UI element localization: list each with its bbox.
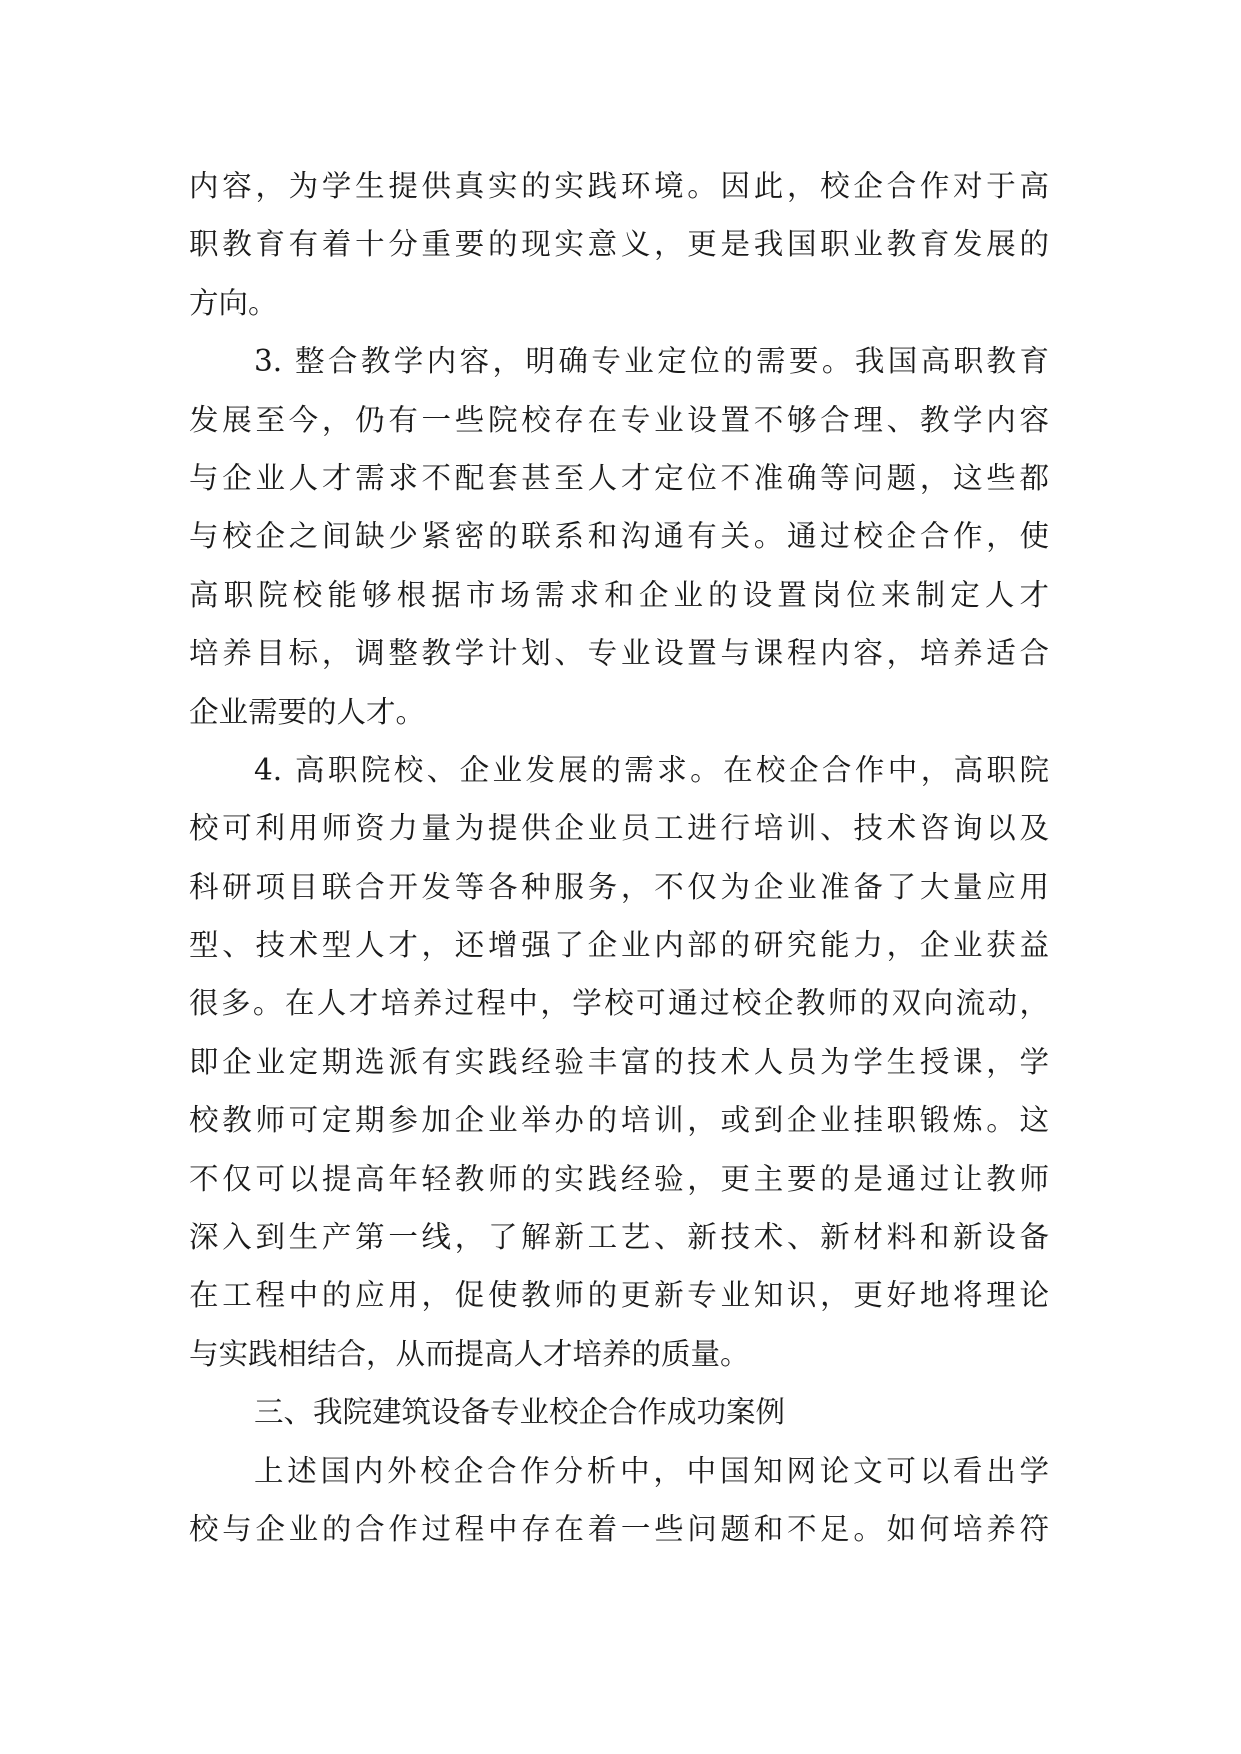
text-line: 校教师可定期参加企业举办的培训，或到企业挂职锻炼。这 bbox=[189, 1103, 1049, 1138]
text-line: 校与企业的合作过程中存在着一些问题和不足。如何培养符 bbox=[189, 1511, 1049, 1546]
body-text bbox=[189, 157, 1049, 1558]
text-line: 4. 高职院校、企业发展的需求。在校企合作中，高职院 bbox=[254, 752, 1049, 787]
text-line: 高职院校能够根据市场需求和企业的设置岗位来制定人才 bbox=[189, 577, 1049, 612]
text-line: 与企业人才需求不配套甚至人才定位不准确等问题，这些都 bbox=[189, 460, 1049, 495]
text-line: 即企业定期选派有实践经验丰富的技术人员为学生授课，学 bbox=[189, 1044, 1049, 1079]
text-line: 内容，为学生提供真实的实践环境。因此，校企合作对于高 bbox=[189, 169, 1049, 203]
text-line: 很多。在人才培养过程中，学校可通过校企教师的双向流动， bbox=[189, 986, 1049, 1021]
text-line: 校可利用师资力量为提供企业员工进行培训、技术咨询以及 bbox=[189, 811, 1049, 846]
text-line: 培养目标，调整教学计划、专业设置与课程内容，培养适合 bbox=[189, 636, 1049, 671]
text-line: 方向。 bbox=[189, 285, 278, 320]
text-line: 型、技术型人才，还增强了企业内部的研究能力，企业获益 bbox=[189, 928, 1049, 963]
section-heading: 三、我院建筑设备专业校企合作成功案例 bbox=[254, 1395, 786, 1430]
text-line: 与实践相结合，从而提高人才培养的质量。 bbox=[189, 1336, 750, 1371]
text-line: 与校企之间缺少紧密的联系和沟通有关。通过校企合作，使 bbox=[189, 519, 1049, 554]
text-line: 职教育有着十分重要的现实意义，更是我国职业教育发展的 bbox=[189, 227, 1049, 262]
text-line: 3. 整合教学内容，明确专业定位的需要。我国高职教育 bbox=[254, 344, 1049, 379]
text-line: 深入到生产第一线，了解新工艺、新技术、新材料和新设备 bbox=[189, 1220, 1049, 1255]
text-line: 发展至今，仍有一些院校存在专业设置不够合理、教学内容 bbox=[189, 402, 1049, 437]
text-line: 上述国内外校企合作分析中，中国知网论文可以看出学 bbox=[254, 1453, 1049, 1488]
text-line: 企业需要的人才。 bbox=[189, 694, 426, 729]
text-line: 科研项目联合开发等各种服务，不仅为企业准备了大量应用 bbox=[189, 869, 1049, 904]
text-line: 在工程中的应用，促使教师的更新专业知识，更好地将理论 bbox=[189, 1278, 1049, 1313]
text-line: 不仅可以提高年轻教师的实践经验，更主要的是通过让教师 bbox=[189, 1161, 1049, 1196]
